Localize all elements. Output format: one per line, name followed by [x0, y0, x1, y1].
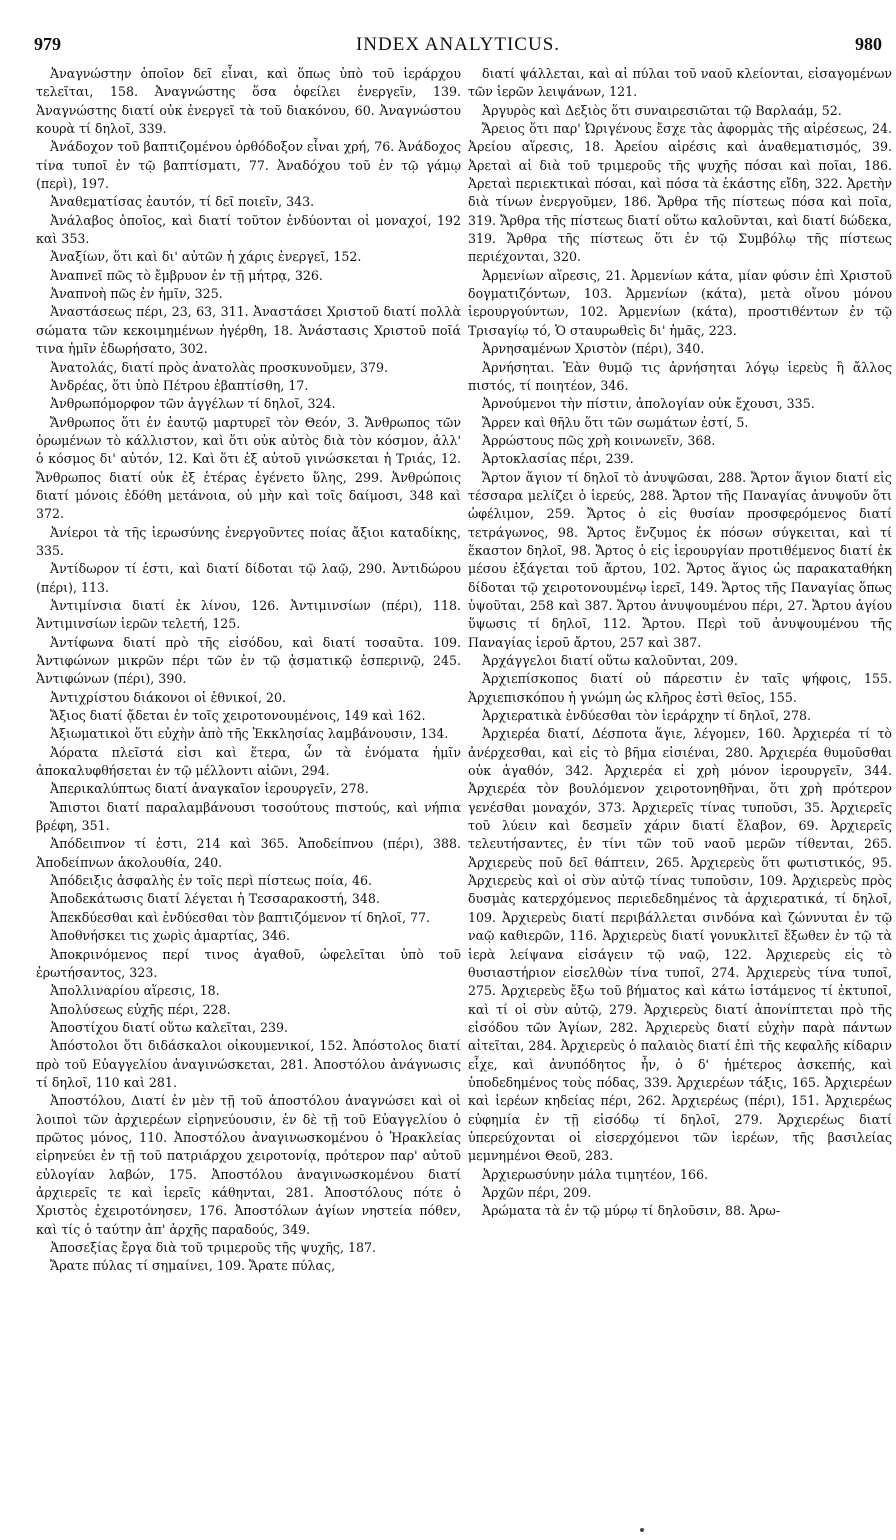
page-number-left: 979	[34, 34, 61, 54]
footer-dot	[640, 1528, 644, 1532]
index-entry: Ἄξιος διατί ᾄδεται ἐν τοῖς χειροτονουμένοις, 149 καὶ 162.	[50, 708, 426, 724]
index-entry: Ἀποστόλου, Διατί ἐν μὲν τῇ τοῦ ἀποστόλου ἀναγνώσει καὶ οἱ λοιποὶ τῶν ἀρχιερέων εἰρηνεύουσιν, ἐν δὲ τῇ τοῦ Εὐαγγελίου ὁ πρῶτος μόνος, 110. Ἀποστόλου ἀναγινωσκομένου ὁ Ἡρακλείας εἰρηνεύει ἐν τῇ τοῦ πατριάρχου χειροτονίᾳ, πρότερον παρ' αὐτοῦ εὐλογίαν λαβών, 175. Ἀποστόλου ἀναγινωσκομένου διατί ἀρχιερεῖς τε καὶ ἱερεῖς κάθηνται, 281. Ἀποστόλους πότε ὁ Χριστὸς ἐχειροτόνησεν, 176. Ἀποστόλων ἁγίων νηστεία πόθεν, καὶ τίς ὁ ταύτην ἀπ' ἀρχῆς παραδούς, 349.	[36, 1093, 461, 1237]
index-entry: Ἀπολλιναρίου αἵρεσις, 18.	[50, 983, 220, 999]
index-entry: διατί ψάλλεται, καὶ αἱ πύλαι τοῦ ναοῦ κλείονται, εἰσαγομένων τῶν ἱερῶν λειψάνων, 121.	[468, 66, 892, 100]
index-entry: Ἀπόδειξις ἀσφαλὴς ἐν τοῖς περὶ πίστεως ποία, 46.	[50, 873, 373, 889]
index-entry: Ἀρμενίων αἵρεσις, 21. Ἀρμενίων κάτα, μίαν φύσιν ἐπὶ Χριστοῦ δογματιζόντων, 103. Ἀρμενίων (κάτα), μετὰ οἴνου μόνου ἱερουργούντων, 102. Ἀρμενίων (κάτα), προστιθέντων ἐν τῷ Τρισαγίῳ τό, Ὁ σταυρωθεὶς δι' ἡμᾶς, 223.	[468, 267, 892, 338]
index-entry: Ἀπόστολοι ὅτι διδάσκαλοι οἰκουμενικοί, 152. Ἀπόστολος διατί πρὸ τοῦ Εὐαγγελίου ἀναγινώσκεται, 281. Ἀποστόλου ἀνάγνωσις τί δηλοῖ, 110 καὶ 281.	[36, 1038, 461, 1090]
index-entry: Ἄρειος ὅτι παρ' Ὠριγένους ἔσχε τὰς ἀφορμὰς τῆς αἱρέσεως, 24. Ἀρείου αἵρεσις, 18. Ἀρείου αἱρέσις καὶ ἀναθεματισμός, 39. Ἀρεταὶ αἱ διὰ τοῦ τριμεροῦς τῆς ψυχῆς πόσαι καὶ ποῖαι, 186. Ἀρεταὶ περιεκτικαὶ πόσαι, καὶ πόσα τὰ ἑκάστης εἴδη, 322. Ἀρετὴν διὰ τίνων ἐνεργοῦμεν, 186. Ἄρθρα τῆς πίστεως πόσα καὶ ποῖα, 319. Ἄρθρα τῆς πίστεως διατί οὕτω καλοῦνται, καὶ διατί δώδεκα, 319. Ἄρθρα τῆς πίστεως ὅτι ἐν τῷ Συμβόλῳ τῆς πίστεως περιέχονται, 320.	[468, 121, 892, 265]
index-entry: Ἀντίφωνα διατί πρὸ τῆς εἰσόδου, καὶ διατί τοσαῦτα. 109. Ἀντιφώνων μικρῶν πέρι τῶν ἐν τῷ ᾀσματικῷ ἑσπερινῷ, 245. Ἀντιφώνων (πέρι), 390.	[36, 634, 461, 687]
index-entry: Ἀρνησαμένων Χριστὸν (πέρι), 340.	[482, 341, 705, 357]
index-entry: Ἀναξίων, ὅτι καὶ δι' αὐτῶν ἡ χάρις ἐνεργεῖ, 152.	[50, 249, 362, 265]
index-entry: Ἀνθρωπόμορφον τῶν ἀγγέλων τί δηλοῖ, 324.	[50, 396, 336, 412]
index-entry: Ἀρχιεπίσκοπος διατί οὐ πάρεστιν ἐν ταῖς ψήφοις, 155. Ἀρχιεπισκόπου ἡ γνώμη ὡς κλῆρος ἐστὶ θεῖος, 155.	[468, 671, 892, 705]
index-entry: Ἀπερικαλύπτως διατί ἀναγκαῖον ἱερουργεῖν, 278.	[50, 781, 369, 797]
index-entry: Ἀποκρινόμενος περί τινος ἀγαθοῦ, ὠφελεῖται ὑπὸ τοῦ ἐρωτήσαντος, 323.	[36, 946, 461, 980]
page-header	[34, 34, 882, 56]
index-entry: Ἀργυρὸς καὶ Δεξιὸς ὅτι συναιρεσιῶται τῷ Βαρλαάμ, 52.	[482, 102, 842, 118]
index-entry: Ἀνίεροι τὰ τῆς ἱερωσύνης ἐνεργοῦντες ποίας ἄξιοι καταδίκης, 335.	[36, 524, 461, 558]
index-entry: Ἀρνούμενοι τὴν πίστιν, ἀπολογίαν οὐκ ἔχουσι, 335.	[482, 396, 815, 412]
left-column	[36, 65, 461, 1276]
index-entry: Ἀρρώστους πῶς χρὴ κοινωνεῖν, 368.	[482, 432, 716, 448]
right-column	[468, 65, 892, 1221]
index-entry: Ἀναπνοὴ πῶς ἐν ἡμῖν, 325.	[50, 286, 223, 302]
index-entry: Ἀξιωματικοὶ ὅτι εὐχὴν ἀπὸ τῆς Ἐκκλησίας λαμβάνουσιν, 134.	[50, 726, 449, 742]
index-entry: Ἀποστίχου διατί οὕτω καλεῖται, 239.	[50, 1019, 289, 1035]
index-entry: Ἄρρεν καὶ θῆλυ ὅτι τῶν σωμάτων ἐστί, 5.	[482, 414, 749, 430]
page-number-right: 980	[855, 34, 882, 54]
index-entry: Ἀποσεξίας ἔργα διὰ τοῦ τριμεροῦς τῆς ψυχῆς, 187.	[50, 1240, 377, 1255]
index-entry: Ἀρχιερατικὰ ἐνδύεσθαι τὸν ἱεράρχην τί δηλοῖ, 278.	[482, 708, 811, 724]
index-entry: Ἀντιμίνσια διατί ἐκ λίνου, 126. Ἀντιμινσίων (πέρι), 118. Ἀντιμινσίων ἱερῶν τελετή, 125.	[36, 597, 461, 632]
index-entry: Ἀρώματα τὰ ἐν τῷ μύρῳ τί δηλοῦσιν, 88. Ἀρω-	[482, 1203, 781, 1219]
index-entry: Ἄπιστοι διατί παραλαμβάνουσι τοσούτους πιστούς, καὶ νήπια βρέφη, 351.	[36, 799, 461, 834]
index-entry: Ἀποθνήσκει τις χωρὶς ἁμαρτίας, 346.	[50, 928, 291, 944]
index-entry: Ἀνδρέας, ὅτι ὑπὸ Πέτρου ἐβαπτίσθη, 17.	[50, 377, 309, 393]
index-entry: Ἀποδεκάτωσις διατί λέγεται ἡ Τεσσαρακοστή, 348.	[50, 891, 380, 907]
index-entry: Ἀναστάσεως πέρι, 23, 63, 311. Ἀναστάσει Χριστοῦ διατί πολλὰ σώματα τῶν κεκοιμημένων ἠγέρθη, 18. Ἀνάστασις Χριστοῦ ποῖά τινα ἡμῖν ἐδωρήσατο, 302.	[36, 304, 461, 357]
index-entry: Ἀρχάγγελοι διατί οὕτω καλοῦνται, 209.	[482, 653, 738, 668]
index-entry: Ἀνατολάς, διατί πρὸς ἀνατολὰς προσκυνοῦμεν, 379.	[50, 359, 389, 375]
index-entry: Ἀόρατα πλεῖστά εἰσι καὶ ἕτερα, ὧν τὰ ἐνόματα ἡμῖν ἀποκαλυφθήσεται ἐν τῷ μέλλοντι αἰῶνι, 294.	[36, 744, 461, 779]
index-entry: Ἄνθρωπος ὅτι ἐν ἑαυτῷ μαρτυρεῖ τὸν Θεόν, 3. Ἄνθρωπος τῶν ὁρωμένων τὸ κάλλιστον, καὶ ὅτι οὐκ αὐτὸς διὰ τὸν κόσμον, ἀλλ' ὁ κόσμος δι' αὐτόν, 12. Καὶ ὅτι ἐξ αὐτοῦ γινώσκεται ἡ Τριάς, 12. Ἄνθρωπος διατί οὐκ ἐξ ἑτέρας ἐγένετο ὕλης, 299. Ἀνθρώποις διατί μόνοις ἐδόθη μετάνοια, οὐ μὴν καὶ τοῖς δαίμοσι, 348 καὶ 372.	[36, 414, 461, 522]
index-entry: Ἀρτοκλασίας πέρι, 239.	[482, 451, 634, 467]
index-entry: Ἀντιχρίστου διάκονοι οἱ ἐθνικοί, 20.	[50, 689, 286, 705]
index-entry: Ἀνάλαβος ὁποῖος, καὶ διατί τοῦτον ἐνδύονται οἱ μοναχοί, 192 καὶ 353.	[36, 212, 461, 247]
index-entry: Ἀπόδειπνον τί ἐστι, 214 καὶ 365. Ἀποδείπνου (πέρι), 388. Ἀποδείπνων ἀκολουθία, 240.	[36, 836, 461, 870]
index-entry: Ἀρνήσηται. Ἐὰν θυμῷ τις ἀρνήσηται λόγῳ ἱερεὺς ἢ ἄλλος πιστός, τί ποιητέον, 346.	[468, 359, 892, 393]
index-entry: Ἀπολύσεως εὐχῆς πέρι, 228.	[50, 1001, 231, 1017]
index-entry: Ἀρχῶν πέρι, 209.	[482, 1184, 592, 1200]
index-entry: Ἀρχιερωσύνην μάλα τιμητέον, 166.	[482, 1166, 708, 1182]
index-entry: Ἀντίδωρον τί ἐστι, καὶ διατί δίδοται τῷ λαῷ, 290. Ἀντιδώρου (πέρι), 113.	[36, 561, 461, 595]
index-entry: Ἄρατε πύλας τί σημαίνει, 109. Ἄρατε πύλας,	[50, 1258, 336, 1274]
index-entry: Ἀπεκδύεσθαι καὶ ἐνδύεσθαι τὸν βαπτιζόμενον τί δηλοῖ, 77.	[50, 909, 431, 925]
index-entry: Ἀναγνώστην ὁποῖον δεῖ εἶναι, καὶ ὅπως ὑπὸ τοῦ ἱεράρχου τελεῖται, 158. Ἀναγνώστης ὅσα ὀφείλει ἐνεργεῖν, 139. Ἀναγνώστης διατί οὐκ ἐνεργεῖ τὰ τοῦ διακόνου, 60. Ἀναγνώστου κουρὰ τί δηλοῖ, 339.	[36, 66, 461, 137]
index-entry: Ἀνάδοχον τοῦ βαπτιζομένου ὀρθόδοξον εἶναι χρή, 76. Ἀνάδοχος τίνα τυποῖ ἐν τῷ βαπτίσματι, 77. Ἀναδόχου τοῦ ἐν τῷ γάμῳ (περὶ), 197.	[36, 139, 461, 192]
index-entry: Ἀρχιερέα διατί, Δέσποτα ἅγιε, λέγομεν, 160. Ἀρχιερέα τί τὸ ἀνέρχεσθαι, καὶ εἰς τὸ βῆμα εἰσιέναι, 280. Ἀρχιερέα θυμοῦσθαι οὐκ ἀγαθόν, 342. Ἀρχιερέα εἰ χρὴ μόνον ἱερουργεῖν, 344. Ἀρχιερέα τὸν βουλόμενον χειροτονηθῆναι, ὅτι χρὴ πρότερον γενέσθαι μοναχόν, 373. Ἀρχιερεῖς τίνας τυποῦσι, 35. Ἀρχιερεῖς τοῦ λύειν καὶ δεσμεῖν χάριν διατί ἔλαβον, 69. Ἀρχιερεῖς τελευτήσαντες, ἐν τίνι τῶν τοῦ ναοῦ μερῶν τίθενται, 265. Ἀρχιερεὺς ποῦ δεῖ θάπτειν, 265. Ἀρχιερεὺς ὅτι φωτιστικός, 95. Ἀρχιερεὺς καὶ οἱ σὺν αὐτῷ τίνας τυποῦσιν, 109. Ἀρχιερεὺς πρὸς δυσμὰς κατερχόμενος περιεδεδημένος τὰ ἀρχιερατικά, τί δηλοῖ, 109. Ἀρχιερεὺς διατί περιβάλλεται σινδόνα καὶ ζώννυται ἐν τῷ ναῷ καθιερῶν, 116. Ἀρχιερεὺς διατί γονυκλιτεῖ ἔξωθεν ἐν τῷ τὰ ἱερὰ λείψανα εἰσάγειν τῷ ναῷ, 122. Ἀρχιερεὺς εἰς τὸ θυσιαστήριον εἰσελθὼν τίνα τυποῖ, 274. Ἀρχιερεὺς τίνα τυποῖ, 275. Ἀρχιερεὺς ἔξω τοῦ βήματος καὶ κάτω ἱστάμενος τί ἐκτυποῖ, καὶ τί οἱ σὺν αὐτῷ, 279. Ἀρχιερεὺς διατί ἀπονίπτεται πρὸ τῆς εἰσόδου τῶν Ἁγίων, 282. Ἀρχιερεὺς διατί εὐχὴν παρὰ πάντων αἰτεῖται, 284. Ἀρχιερεὺς ὁ παλαιὸς διατί ἐπὶ τῆς κεφαλῆς κίδαριν εἶχε, καὶ ἀνυπόδητος ἦν, ὁ δ' ἡμέτερος ἀσκεπής, καὶ ὑποδεδημένος τοὺς πόδας, 339. Ἀρχιερέων τάξις, 165. Ἀρχιερέων καὶ ἱερέων κηδείας πέρι, 262. Ἀρχιερέως (πέρι), 151. Ἀρχιερέως εὐφημία ἐν τῇ εἰσόδῳ τί δηλοῖ, 279. Ἀρχιερέως διατί ὑπερεύχονται οἱ εἰσερχόμενοι τῶν ἱερέων, τῆς βασιλείας μεμνημένοι Θεοῦ, 283.	[468, 726, 892, 1164]
index-entry: Ἀναπνεῖ πῶς τὸ ἔμβρυον ἐν τῇ μήτρᾳ, 326.	[50, 267, 323, 283]
running-title: INDEX ANALYTICUS.	[355, 34, 561, 55]
index-entry: Ἀναθεματίσας ἑαυτόν, τί δεῖ ποιεῖν, 343.	[50, 194, 315, 210]
index-entry: Ἄρτον ἅγιον τί δηλοῖ τὸ ἀνυψῶσαι, 288. Ἄρτον ἅγιον διατί εἰς τέσσαρα μελίζει ὁ ἱερεύς, 288. Ἄρτον τῆς Παναγίας ἀνυψοῦν ὅτι ὠφέλιμον, 259. Ἄρτος ὁ εἰς θυσίαν προσφερόμενος διατί τετράγωνος, 98. Ἄρτος ἔνζυμος ἐκ πόσων σύγκειται, καὶ τί ἕκαστον δηλοῖ, 98. Ἄρτος ὁ εἰς ἱερουργίαν προτιθέμενος διατί ἐκ μέσου ἐξάγεται τοῦ ἄρτου, 102. Ἄρτος ἅγιος ὡς παρακαταθήκη δίδοται τῷ χειροτονουμένῳ ἱερεῖ, 149. Ἄρτος τῆς Παναγίας ὅπως ὑψοῦται, 258 καὶ 387. Ἄρτου ἀνυψουμένου πέρι, 27. Ἄρτου ἁγίου ὕψωσις τί δηλοῖ, 112. Ἄρτου. Περὶ τοῦ ἀνυψουμένου τῆς Παναγίας ἱεροῦ ἄρτου, 257 καὶ 387.	[468, 469, 892, 650]
